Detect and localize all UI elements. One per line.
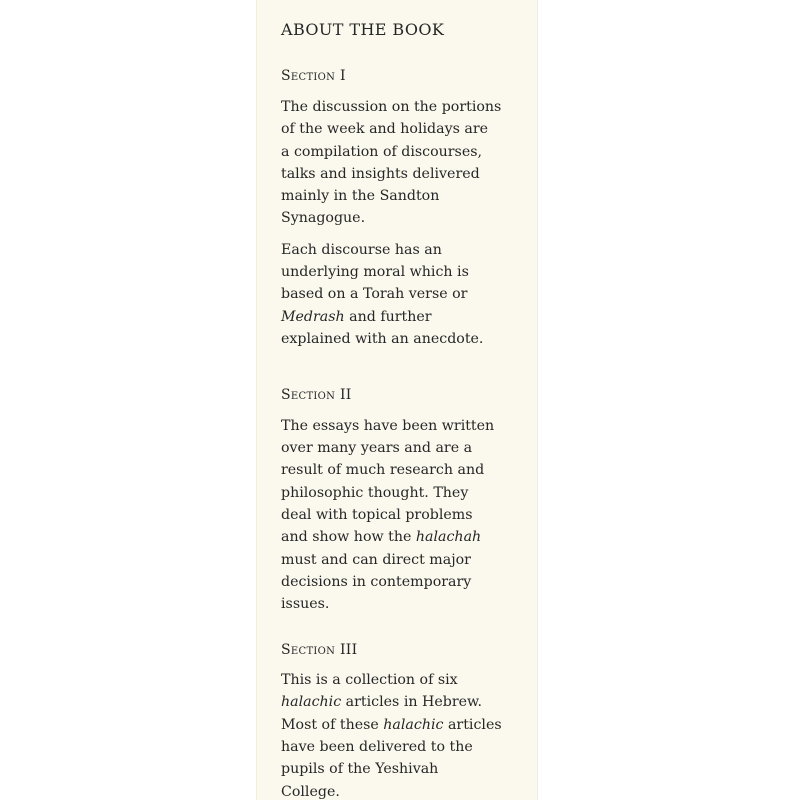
paragraph-text: Each discourse has an underlying moral which is based on a Torah verse or bbox=[281, 241, 469, 303]
paragraph-text: The essays have been written over many years and are a result of much research and philosophic thought. They deal with topical problems and show how the bbox=[281, 417, 495, 546]
section-3-paragraph-1 bbox=[281, 669, 531, 800]
flap-text bbox=[281, 15, 531, 800]
paragraph-text: articles in Hebrew. Most of these bbox=[281, 694, 483, 733]
paragraph-text: and further explained with an anecdote. bbox=[281, 308, 484, 347]
page-title: ABOUT THE BOOK bbox=[281, 20, 445, 39]
italic-term-halachah: halachah bbox=[415, 529, 482, 546]
section-3-heading: Section III bbox=[281, 641, 358, 658]
italic-term-medrash: Medrash bbox=[281, 308, 345, 325]
paragraph-text: articles have been delivered to the pupils of the Yeshivah College. bbox=[281, 716, 502, 800]
section-1-paragraph-2 bbox=[281, 239, 531, 350]
section-1-heading: Section I bbox=[281, 68, 346, 85]
paragraph-text: This is a collection of six bbox=[281, 672, 458, 689]
section-2-heading: Section II bbox=[281, 387, 352, 404]
italic-term-halachic: halachic bbox=[281, 694, 342, 711]
section-1-paragraph-1: The discussion on the portions of the week and holidays are a compilation of discourses, talks and insights delivered mainly in the Sandton Synagogue. bbox=[281, 98, 502, 227]
paragraph-text: must and can direct major decisions in contemporary issues. bbox=[281, 551, 472, 613]
section-2-paragraph-1 bbox=[281, 415, 531, 616]
italic-term-halachic-2: halachic bbox=[383, 716, 444, 733]
